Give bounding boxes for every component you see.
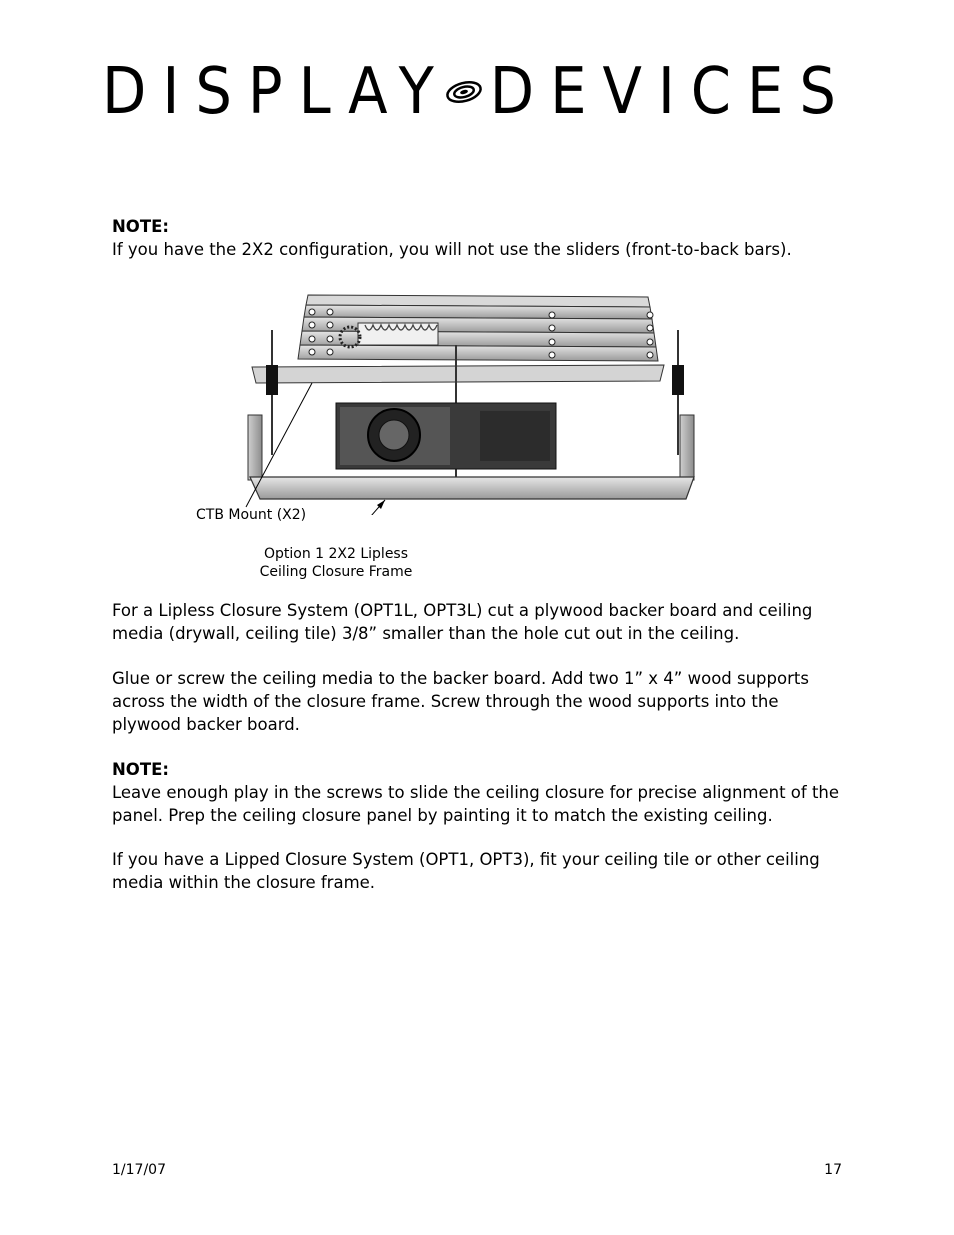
brand-left: DISPLAY [102, 55, 450, 129]
callout-frame-line1: Option 1 2X2 Lipless [263, 546, 409, 562]
brand-logo [0, 52, 954, 132]
paragraph-lipped [112, 848, 842, 894]
paragraph-3: If you have a Lipped Closure System (OPT1, OPT3), fit your ceiling tile or other ceiling media within the closure frame. [112, 850, 820, 892]
paragraph-1: For a Lipless Closure System (OPT1L, OPT3L) cut a plywood backer board and ceiling media (drywall, ceiling tile) 3/8” smaller than the hole cut out in the ceiling. [112, 601, 813, 643]
note-2 [112, 758, 842, 827]
note-2-heading: NOTE: [112, 760, 169, 779]
note-2-text: Leave enough play in the screws to slide the ceiling closure for precise alignment of the panel. Prep the ceiling closure panel by painting it to match the existing ceiling. [112, 783, 840, 825]
paragraph-2: Glue or screw the ceiling media to the backer board. Add two 1” x 4” wood supports across the width of the closure frame. Screw through the wood supports into the plywood backer board. [112, 669, 809, 734]
callout-ctb-mount: CTB Mount (X2) [196, 507, 307, 523]
footer-date: 1/17/07 [112, 1162, 166, 1178]
note-1-text: If you have the 2X2 configuration, you will not use the sliders (front-to-back bars). [112, 240, 792, 259]
swirl-icon [444, 76, 484, 108]
paragraph-glue [112, 667, 842, 736]
brand-right: DEVICES [489, 55, 852, 129]
callout-frame-line2: Ceiling Closure Frame [259, 564, 413, 580]
page-number: 17 [824, 1162, 842, 1178]
note-1-heading: NOTE: [112, 217, 169, 236]
paragraph-lipless [112, 599, 842, 645]
note-1 [112, 215, 842, 261]
mount-drawing [180, 285, 720, 515]
callout-closure-frame [246, 545, 426, 581]
